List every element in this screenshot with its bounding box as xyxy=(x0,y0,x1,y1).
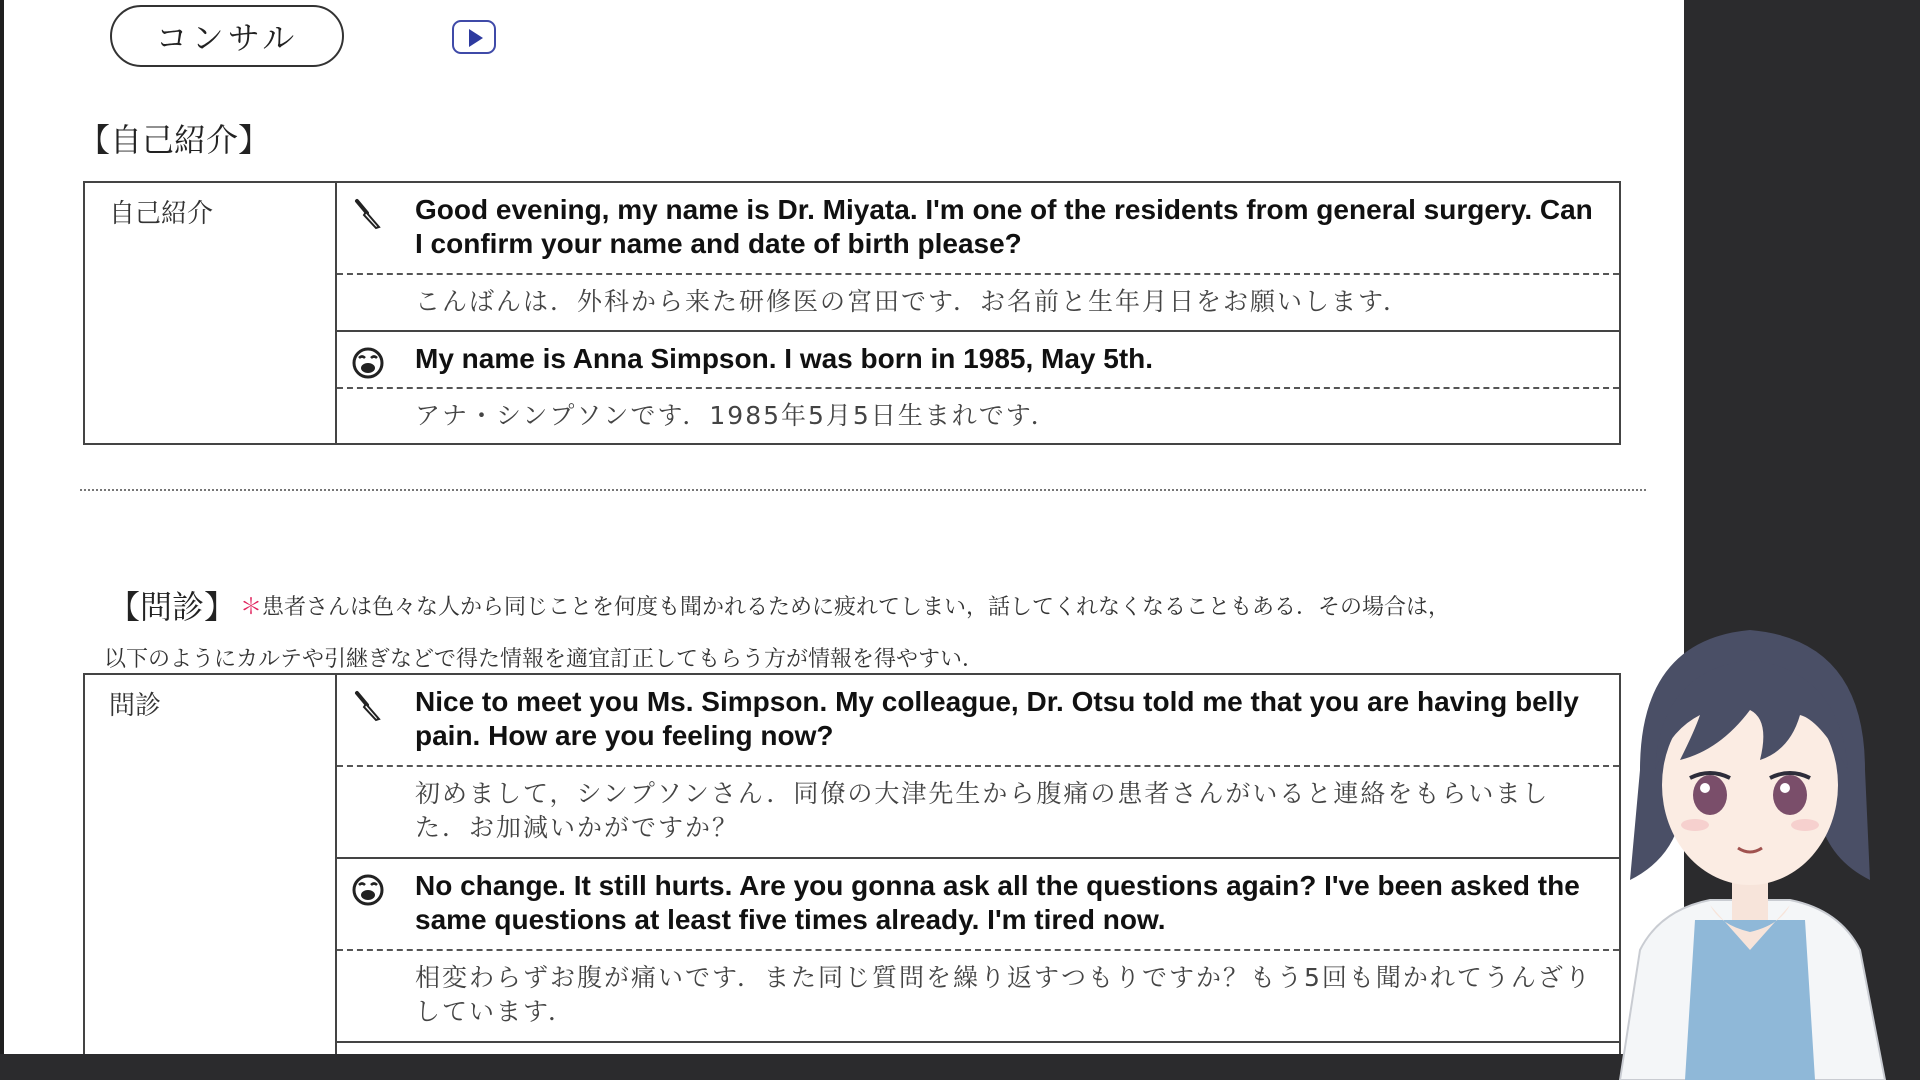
english-text: My name is Anna Simpson. I was born in 1985, May 5th. xyxy=(415,343,1154,374)
interview-note-line2: 以下のようにカルテや引継ぎなどで得た情報を適宜訂正してもらう方が情報を得やすい． xyxy=(104,647,985,672)
exchange-patient xyxy=(337,859,1619,1043)
scalpel-icon xyxy=(351,689,385,723)
play-icon xyxy=(469,29,483,47)
interview-table-label: 問診 xyxy=(85,675,337,1054)
japanese-text: こんばんは．外科から来た研修医の宮田です．お名前と生年月日をお願いします． xyxy=(415,287,1411,316)
exchange-patient xyxy=(337,332,1619,443)
interview-title: 【問診】 xyxy=(108,588,237,626)
play-button[interactable] xyxy=(452,20,496,54)
english-line xyxy=(337,675,1619,767)
english-text: Nice to meet you Ms. Simpson. My colleague, Dr. Otsu told me that you are having belly pain. How are you feeling now? xyxy=(415,686,1579,751)
consult-button[interactable] xyxy=(110,5,344,67)
note-asterisk: ＊ xyxy=(240,595,263,620)
page-left-edge xyxy=(0,0,4,1054)
english-line xyxy=(337,859,1619,951)
section-divider xyxy=(80,489,1646,491)
japanese-line xyxy=(337,389,1619,443)
self-intro-title: 【自己紹介】 xyxy=(78,121,271,159)
note-text: 患者さんは色々な人から同じことを何度も聞かれるために疲れてしまい，話してくれなくなることもある．その場合は， xyxy=(262,595,1451,620)
crying-face-icon xyxy=(351,346,385,380)
crying-face-icon xyxy=(351,873,385,907)
english-text: Good evening, my name is Dr. Miyata. I'm one of the residents from general surgery. Can I confirm your name and date of birth please? xyxy=(415,194,1593,259)
anime-doctor-avatar xyxy=(1600,620,1900,1080)
japanese-text: アナ・シンプソンです．1985年5月5日生まれです． xyxy=(415,401,1058,430)
exchange-doctor xyxy=(337,183,1619,332)
exchange-doctor xyxy=(337,675,1619,859)
consult-button-label: コンサル xyxy=(155,19,299,57)
english-text: No change. It still hurts. Are you gonna ask all the questions again? I've been asked the same questions at least five times already. I'm tired now. xyxy=(415,870,1580,935)
interview-table xyxy=(83,673,1621,1054)
japanese-line xyxy=(337,951,1619,1043)
japanese-text: 相変わらずお腹が痛いです．また同じ質問を繰り返すつもりですか？もう5回も聞かれてうんざりしています． xyxy=(415,963,1592,1026)
interview-note-line1 xyxy=(240,590,1450,621)
japanese-line xyxy=(337,767,1619,859)
english-line xyxy=(337,183,1619,275)
self-intro-table-label: 自己紹介 xyxy=(85,183,337,443)
self-intro-table xyxy=(83,181,1621,445)
japanese-line xyxy=(337,275,1619,332)
japanese-text: 初めまして，シンプソンさん．同僚の大津先生から腹痛の患者さんがいると連絡をもらいました．お加減いかがですか？ xyxy=(415,779,1550,842)
english-line xyxy=(337,332,1619,389)
scalpel-icon xyxy=(351,197,385,231)
